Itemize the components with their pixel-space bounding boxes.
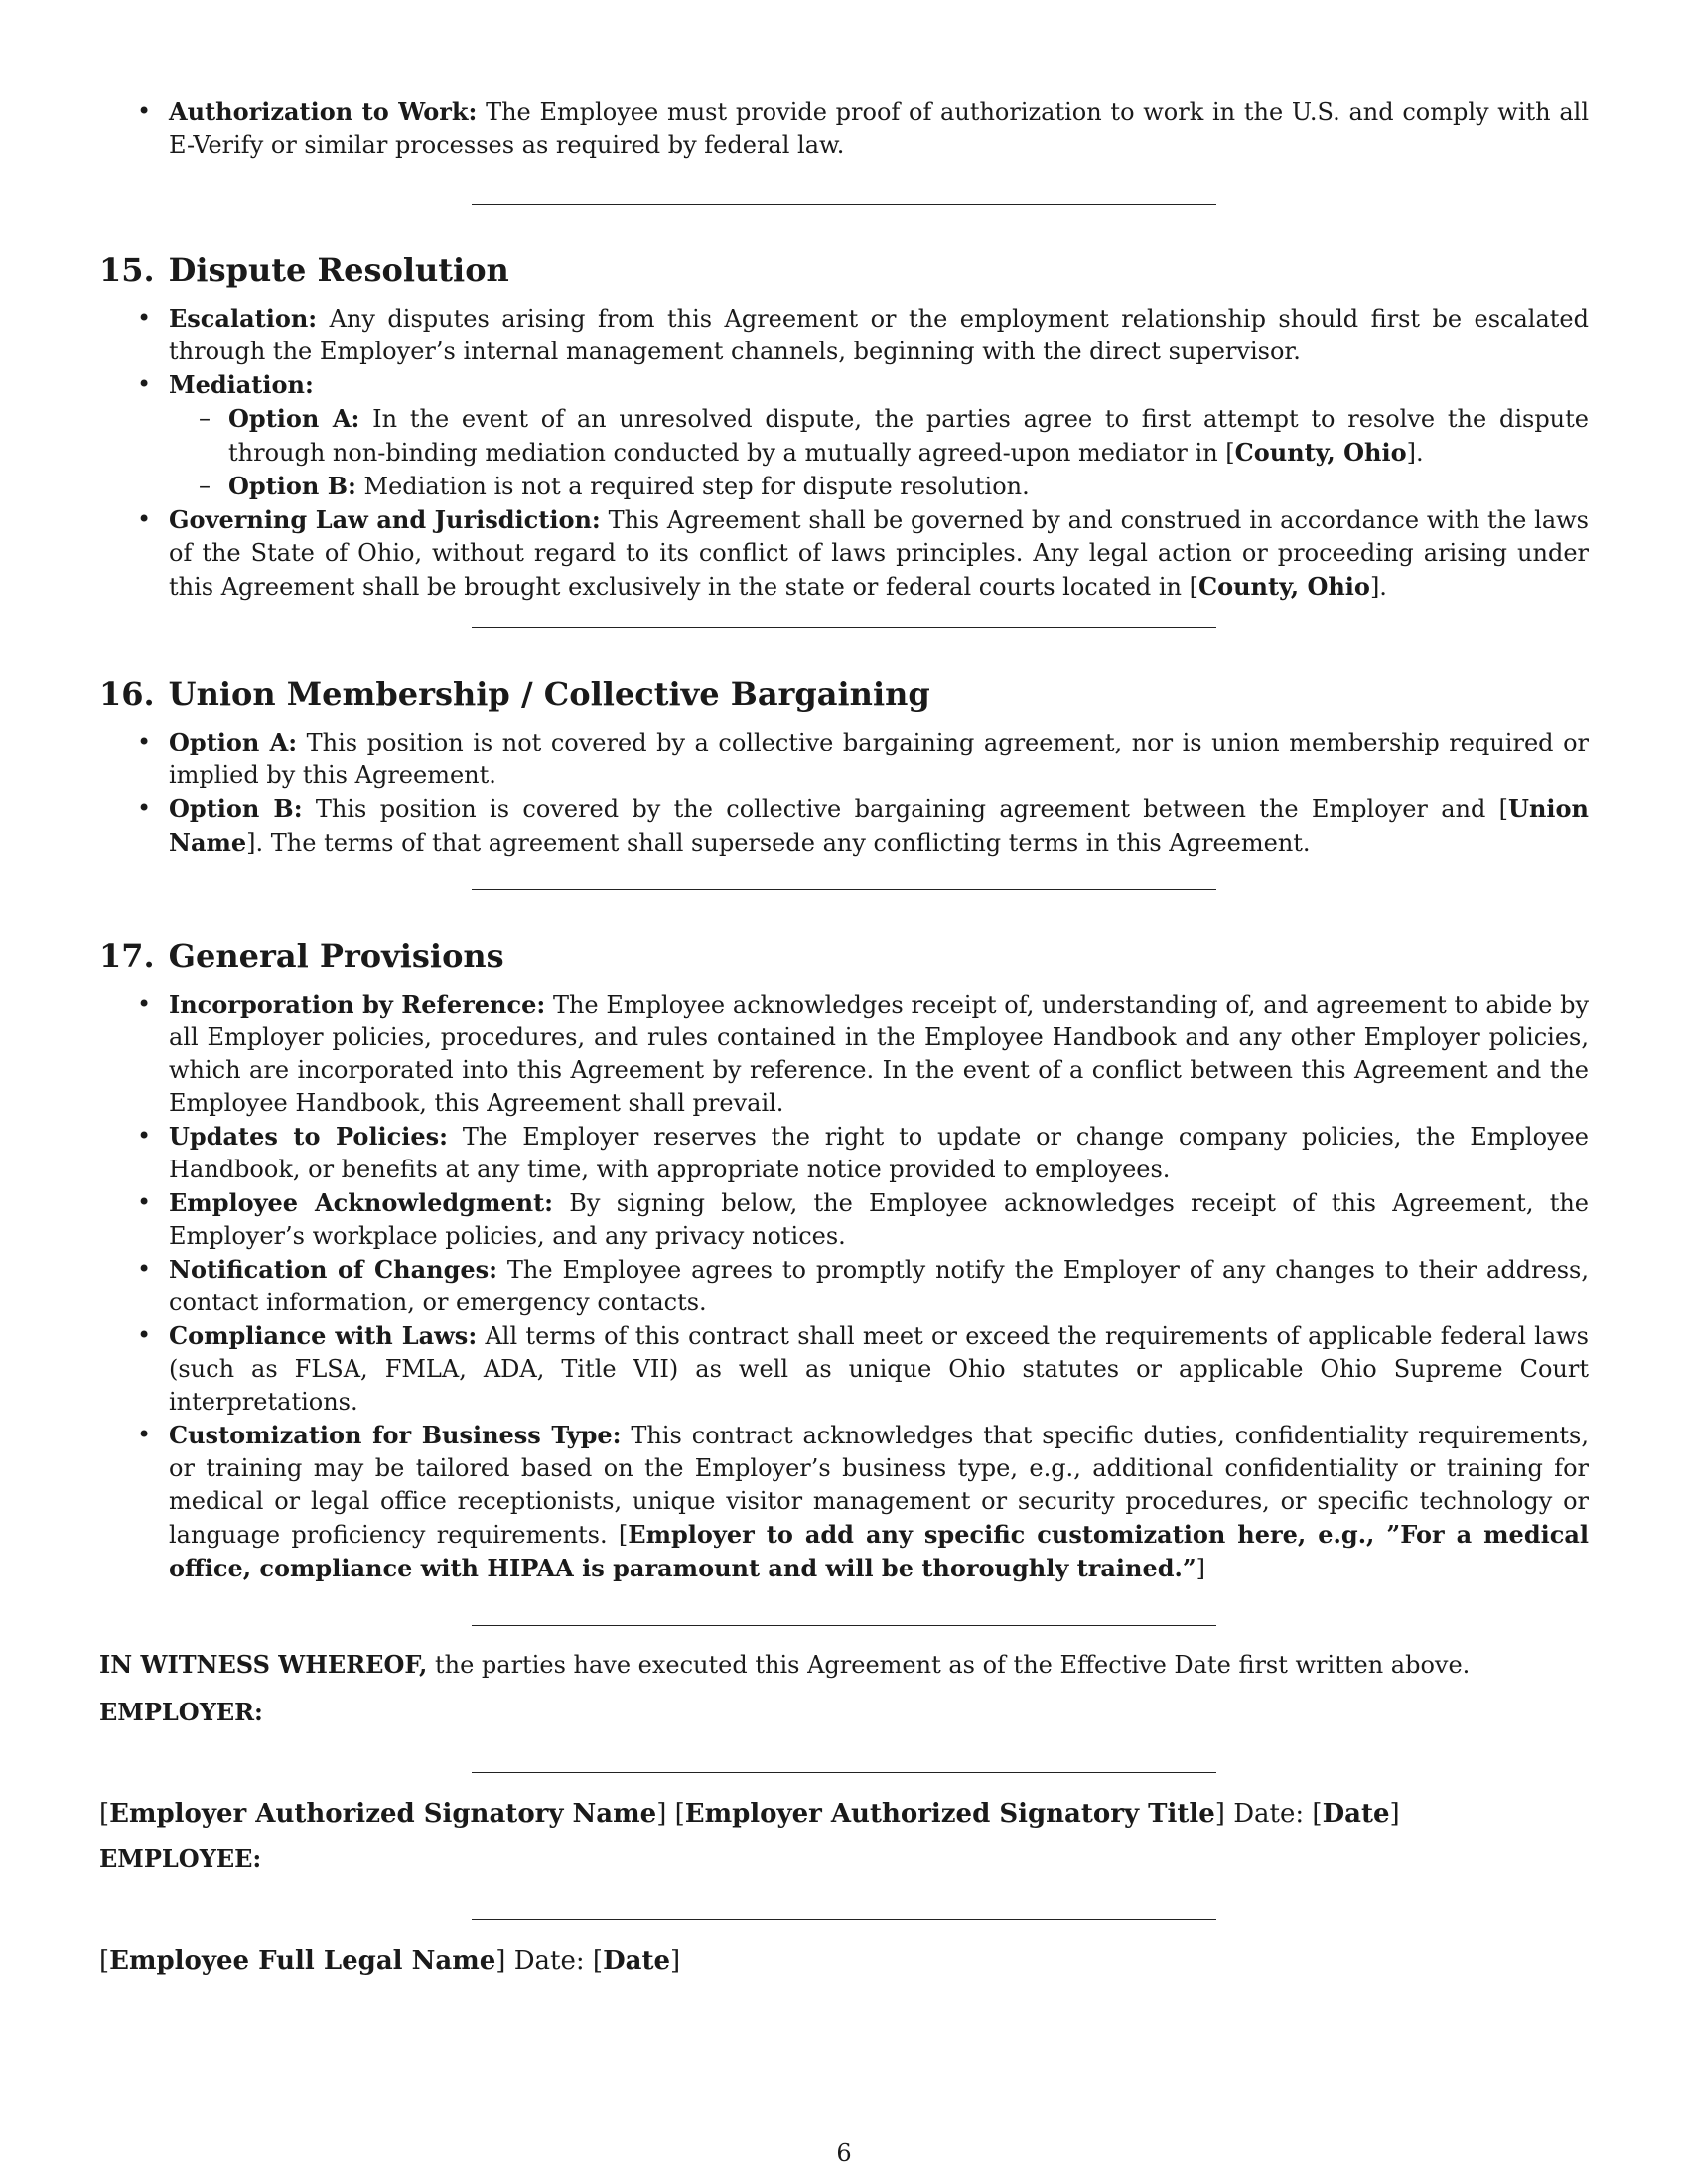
item-text: This position is not covered by a collective bargaining agreement, nor is union membership required or implied by this Agreement. [169, 729, 1589, 789]
section-heading-16 [99, 674, 1589, 714]
section-number: 17. [99, 937, 155, 975]
item-text: All terms of this contract shall meet or exceed the requirements of applicable federal laws (such as FLSA, FMLA, ADA, Title VII) as well as unique Ohio statutes or applicable Ohio Supreme Court interpretations. [169, 1322, 1589, 1416]
list-item [99, 726, 1589, 792]
item-text: The terms of that agreement shall supersede any conflicting terms in this Agreement. [270, 829, 1311, 857]
list-item [99, 302, 1589, 368]
item-text: The Employee agrees to promptly notify the Employer of any changes to their address, contact information, or emergency contacts. [169, 1256, 1590, 1316]
item-label: Incorporation by Reference: [169, 990, 546, 1019]
placeholder-county: County, Ohio [1198, 572, 1370, 601]
list-item [99, 95, 1589, 162]
placeholder-county: County, Ohio [1234, 438, 1407, 467]
list-item [99, 988, 1589, 1120]
item-text: The Employer reserves the right to update or change company policies, the Employee Handbook, or benefits at any time, with appropriate notice provided to employees. [169, 1123, 1589, 1183]
placeholder-customization: Employer to add any specific customization here, e.g., ”For a medical office, compliance with HIPAA is paramount and will be thoroughly trained.” [169, 1520, 1590, 1582]
employee-full-name: Employee Full Legal Name [109, 1946, 496, 1976]
section-heading-15 [99, 250, 1589, 290]
item-label: Authorization to Work: [169, 97, 478, 126]
list-item [99, 1319, 1589, 1419]
page-number: 6 [836, 2139, 852, 2167]
item-text: Any disputes arising from this Agreement or the employment relationship should first be escalated through the Employer’s internal management channels, beginning with the direct supervisor. [169, 305, 1589, 365]
witness-lead: IN WITNESS WHEREOF, [99, 1650, 428, 1679]
item-label: Updates to Policies: [169, 1122, 449, 1151]
item-text: The Employee acknowledges receipt of, understanding of, and agreement to abide by all Employer policies, procedures, and rules contained in the Employee Handbook and any other Employer policies, which are incorporated into this Agreement by reference. In the event of a conflict between this Agreement and the Employee Handbook, this Agreement shall prevail. [169, 991, 1590, 1117]
mediation-options [169, 402, 1589, 503]
section-number: 16. [99, 675, 155, 713]
document-page [99, 95, 1589, 1978]
employer-signatory-name: Employer Authorized Signatory Name [109, 1799, 657, 1829]
employee-label: EMPLOYEE: [99, 1844, 262, 1873]
item-text: This Agreement shall be governed by and construed in accordance with the laws of the State of Ohio, without regard to its conflict of laws principles. Any legal action or proceeding arising under this Agreement shall be brought exclusively in the state or federal courts located in [169, 506, 1589, 601]
employer-label: EMPLOYER: [99, 1698, 263, 1726]
item-label: Governing Law and Jurisdiction: [169, 505, 601, 534]
item-label: Employee Acknowledgment: [169, 1188, 554, 1217]
list-item [99, 1186, 1589, 1253]
item-text: In the event of an unresolved dispute, the parties agree to first attempt to resolve the dispute through non-binding mediation conducted by a mutually agreed-upon mediator in [228, 405, 1589, 467]
date-label: Date: [513, 1946, 585, 1976]
item-label: Option A: [228, 404, 360, 433]
list-item [99, 368, 1589, 503]
section-17-list [99, 988, 1589, 1585]
item-label: Mediation: [169, 370, 314, 399]
employer-signatory-title: Employer Authorized Signatory Title [684, 1799, 1215, 1829]
item-label: Compliance with Laws: [169, 1321, 478, 1350]
item-text: Mediation is not a required step for dispute resolution. [363, 473, 1030, 500]
item-label: Notification of Changes: [169, 1255, 497, 1284]
item-text: This position is covered by the collective bargaining agreement between the Employer and [315, 795, 1486, 823]
employer-date: Date [1322, 1799, 1390, 1829]
section-number: 15. [99, 251, 155, 289]
section-15-list [99, 302, 1589, 604]
item-label: Option A: [169, 728, 298, 756]
item-label: Option B: [228, 472, 356, 500]
placeholder-union: Union Name [169, 794, 1589, 857]
sub-item [169, 470, 1589, 503]
item-text: The Employee must provide proof of authorization to work in the U.S. and comply with all E-Verify or similar processes as required by federal law. [169, 98, 1590, 159]
section-title: General Provisions [168, 937, 504, 975]
section-heading-17 [99, 936, 1589, 976]
item-text: By signing below, the Employee acknowledges receipt of this Agreement, the Employer’s workplace policies, and any privacy notices. [169, 1189, 1589, 1250]
item-label: Option B: [169, 794, 303, 823]
employer-signatory-block: [Employer Authorized Signatory Name] [Employer Authorized Signatory Title] Date: [Date] [99, 1799, 1400, 1829]
list-item: • Customization for Business Type: This contract acknowledges that specific duties, confidentiality requirements, or training may be tailored based on the Employer’s business type, e.g., additional confidentiality or training for medical or legal office receptionists, unique visitor management or security procedures, or specific technology or language proficiency requirements. [Employer to add any specific customization here, e.g., ”For a medical office, compliance with HIPAA is paramount and will be thoroughly trained.”] [99, 1419, 1589, 1585]
employee-date: Date [603, 1946, 671, 1976]
item-text: This contract acknowledges that specific duties, confidentiality requirements, or training may be tailored based on the Employer’s business type, e.g., additional confidentiality or training for medical or legal office receptionists, unique visitor management or security procedures, or specific technology or language proficiency requirements. [169, 1422, 1590, 1549]
date-label: Date: [1233, 1799, 1305, 1829]
auth-list [99, 95, 1589, 162]
item-label: Escalation: [169, 304, 318, 333]
list-item [99, 1120, 1589, 1186]
section-16-list [99, 726, 1589, 860]
item-label: Customization for Business Type: [169, 1421, 622, 1449]
witness-text: the parties have executed this Agreement as of the Effective Date first written above. [434, 1651, 1471, 1679]
sub-item: – Option A: In the event of an unresolved dispute, the parties agree to first attempt to resolve the dispute through non-binding mediation conducted by a mutually agreed-upon mediator in [County, Ohio]. [169, 402, 1589, 470]
list-item [99, 1253, 1589, 1319]
list-item: • Option B: This position is covered by the collective bargaining agreement between the Employer and [Union Name]. The terms of that agreement shall supersede any conflicting terms in this Agreement. [99, 792, 1589, 860]
section-title: Union Membership / Collective Bargaining [168, 675, 930, 713]
employee-signatory-block: [Employee Full Legal Name] Date: [Date] [99, 1946, 681, 1976]
list-item: • Governing Law and Jurisdiction: This Agreement shall be governed by and construed in accordance with the laws of the State of Ohio, without regard to its conflict of laws principles. Any legal action or proceeding arising under this Agreement shall be brought exclusively in the state or federal courts located in [County, Ohio]. [99, 503, 1589, 604]
section-title: Dispute Resolution [168, 251, 509, 289]
witness-statement [99, 1648, 1589, 1682]
